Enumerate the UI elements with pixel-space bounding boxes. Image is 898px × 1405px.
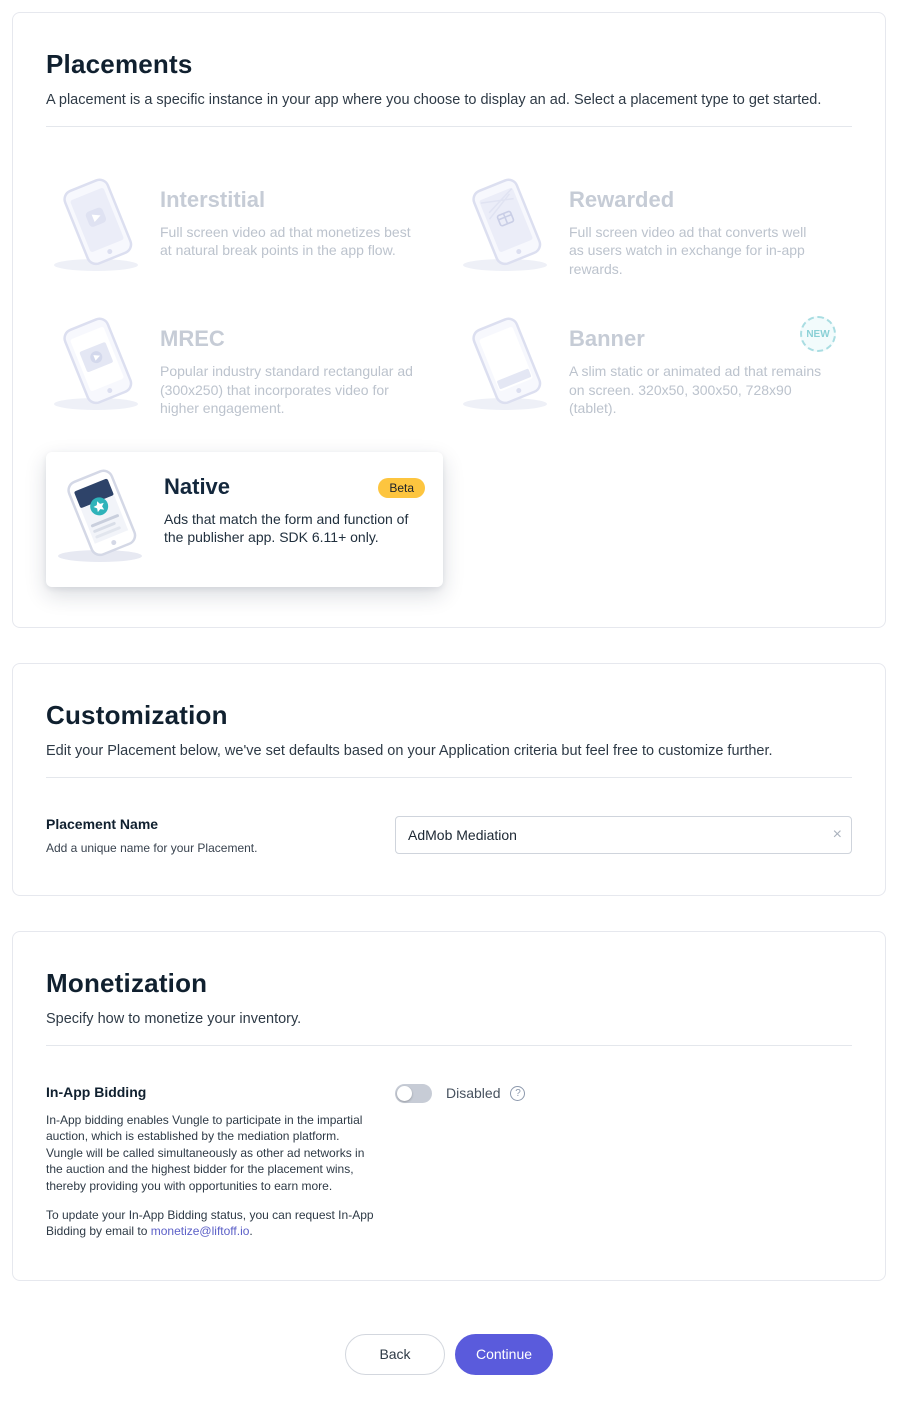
request-text-end: .	[249, 1224, 253, 1239]
placement-description: Full screen video ad that monetizes best at natural break points in the app flow.	[160, 224, 411, 259]
placements-title: Placements	[46, 49, 193, 79]
in-app-bidding-labels	[46, 1084, 395, 1240]
placement-text	[164, 464, 425, 547]
placement-description: Popular industry standard rectangular ad (300x250) that incorporates video for higher engagement.	[160, 363, 413, 417]
toggle-knob	[397, 1086, 412, 1101]
footer-actions	[12, 1316, 886, 1405]
placement-option-rewarded[interactable]	[455, 173, 852, 278]
placement-description: Full screen video ad that converts well as users watch in exchange for in-app rewards.	[569, 224, 807, 277]
placement-name-input-wrap	[395, 816, 852, 854]
placement-title: Banner	[569, 326, 645, 352]
beta-badge: Beta	[378, 478, 425, 498]
placement-text	[160, 173, 415, 260]
placement-text	[160, 312, 415, 417]
in-app-bidding-toggle[interactable]	[395, 1084, 432, 1103]
placement-name-labels	[46, 816, 395, 855]
toggle-row	[395, 1084, 852, 1103]
in-app-bidding-description: In-App bidding enables Vungle to participate in the impartial auction, which is established by the mediation platform. Vungle will be called simultaneously as other ad networks in the auction and the highest bidder for the placement wins, thereby providing you with opportunities to earn more.	[46, 1112, 365, 1193]
placement-title: Interstitial	[160, 187, 266, 212]
clear-input-icon[interactable]: ×	[832, 825, 842, 843]
bidding-status-label: Disabled	[446, 1085, 501, 1102]
email-link[interactable]: monetize@liftoff.io	[150, 1224, 250, 1239]
divider	[46, 777, 852, 778]
help-icon[interactable]: ?	[510, 1086, 525, 1101]
in-app-bidding-label: In-App Bidding	[46, 1083, 147, 1100]
rewarded-phone-icon	[455, 177, 563, 278]
placement-option-interstitial[interactable]	[46, 173, 443, 278]
placement-name-helper: Add a unique name for your Placement.	[46, 840, 258, 855]
monetization-card	[12, 931, 886, 1281]
placement-name-input[interactable]	[395, 816, 852, 854]
customization-title: Customization	[46, 699, 228, 730]
monetization-title: Monetization	[46, 967, 208, 998]
in-app-bidding-request	[46, 1207, 375, 1240]
new-badge: NEW	[800, 316, 836, 352]
placement-text	[569, 173, 824, 278]
placement-grid	[46, 173, 852, 587]
placement-name-row	[46, 816, 852, 855]
mrec-phone-icon	[46, 316, 154, 417]
divider	[46, 1045, 852, 1046]
placement-description: Ads that match the form and function of the publisher app. SDK 6.11+ only.	[164, 510, 409, 546]
placement-title: MREC	[160, 326, 225, 352]
back-button[interactable]: Back	[345, 1334, 445, 1375]
placement-title: Rewarded	[569, 187, 675, 212]
native-title-row	[164, 464, 425, 500]
placement-name-label: Placement Name	[46, 815, 159, 832]
interstitial-phone-icon	[46, 177, 154, 278]
customization-subtitle: Edit your Placement below, we've set defaults based on your Application criteria but feel free to customize further.	[46, 742, 773, 759]
divider	[46, 126, 852, 127]
placement-title: Native	[164, 473, 231, 499]
native-phone-icon	[50, 468, 158, 569]
placement-description: A slim static or animated ad that remains on screen. 320x50, 300x50, 728x90 (tablet).	[569, 363, 822, 417]
placements-card	[12, 12, 886, 628]
in-app-bidding-control	[395, 1084, 852, 1103]
placements-subtitle: A placement is a specific instance in your app where you choose to display an ad. Select a placement type to get started.	[46, 92, 822, 108]
placement-text	[569, 312, 824, 417]
monetization-subtitle: Specify how to monetize your inventory.	[46, 1010, 302, 1027]
placement-option-banner[interactable]	[455, 312, 852, 417]
placement-option-native[interactable]	[46, 452, 443, 587]
banner-phone-icon	[455, 316, 563, 417]
placement-name-field	[395, 816, 852, 854]
request-text: To update your In-App Bidding status, you can request In-App Bidding by email to	[46, 1207, 374, 1239]
placement-option-mrec[interactable]	[46, 312, 443, 417]
customization-card	[12, 663, 886, 896]
continue-button[interactable]: Continue	[455, 1334, 553, 1375]
in-app-bidding-row	[46, 1084, 852, 1240]
